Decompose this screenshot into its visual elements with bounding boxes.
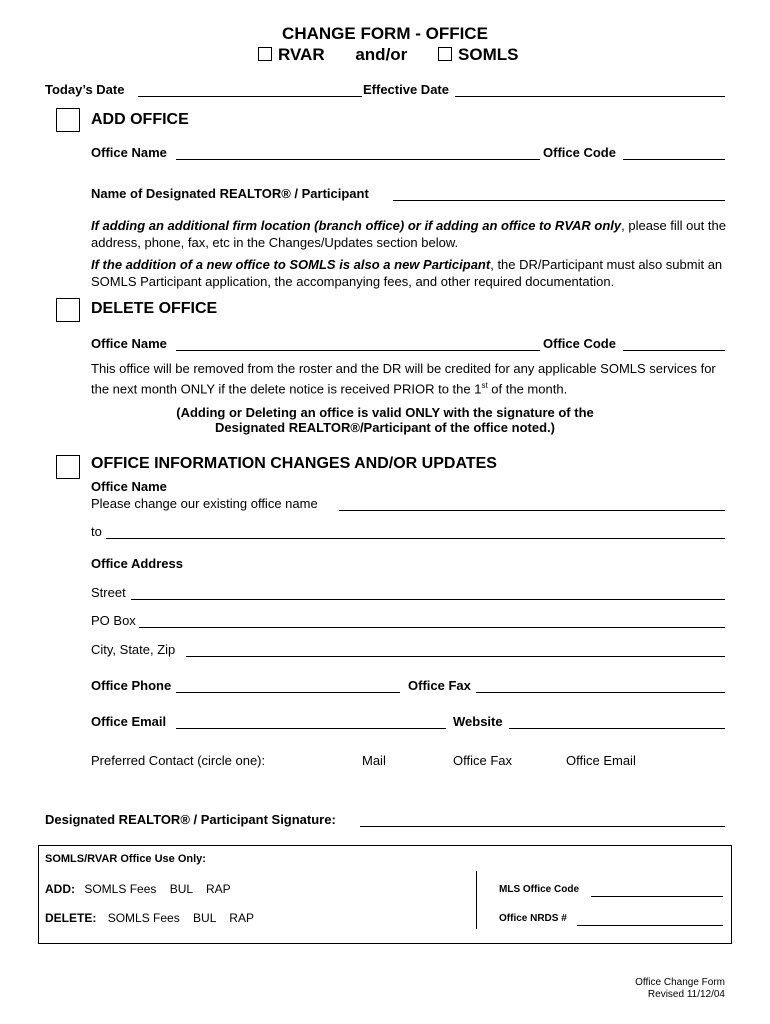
office-email-label: Office Email — [91, 714, 167, 729]
changes-heading: OFFICE INFORMATION CHANGES AND/OR UPDATES — [91, 455, 497, 472]
delete-office-name-field[interactable] — [176, 350, 540, 351]
office-phone-label: Office Phone — [91, 678, 172, 693]
somls-checkbox[interactable] — [438, 47, 452, 61]
add-office-instruction-2: If the addition of a new office to SOMLS is also a new Participant, the DR/Participant must also submit an SOMLS Participant application, the accompanying fees, and other required documentation. — [91, 257, 723, 289]
changes-checkbox[interactable] — [56, 455, 80, 479]
footer-revision: Revised 11/12/04 — [647, 989, 725, 1000]
preferred-contact-label: Preferred Contact (circle one): — [91, 753, 266, 768]
website-label: Website — [453, 714, 503, 729]
header-options — [258, 45, 518, 65]
effective-date-label: Effective Date — [363, 82, 449, 97]
office-email-field[interactable] — [176, 728, 446, 729]
changes-office-name-label: Office Name — [91, 479, 167, 494]
add-office-instruction-1: If adding an additional firm location (branch office) or if adding an office to RVAR only, please fill out the address, phone, fax, etc in the Changes/Updates section below. — [91, 218, 726, 250]
to-label: to — [91, 524, 102, 539]
delete-office-checkbox[interactable] — [56, 298, 80, 322]
city-state-zip-field[interactable] — [186, 656, 725, 657]
form-footer — [635, 977, 725, 1001]
office-use-box — [38, 845, 732, 944]
po-box-label: PO Box — [91, 613, 136, 628]
new-office-name-field[interactable] — [106, 538, 725, 539]
designated-realtor-label: Name of Designated REALTOR® / Participant — [91, 186, 369, 201]
signature-label: Designated REALTOR® / Participant Signature: — [45, 812, 336, 827]
delete-office-name-label: Office Name — [91, 336, 167, 351]
office-phone-field[interactable] — [176, 692, 400, 693]
todays-date-label: Today’s Date — [45, 82, 125, 97]
form-title: CHANGE FORM - OFFICE — [282, 24, 488, 43]
office-use-heading: SOMLS/RVAR Office Use Only: — [45, 853, 206, 865]
mls-office-code-field[interactable] — [591, 896, 723, 897]
add-office-name-field[interactable] — [176, 159, 540, 160]
todays-date-field[interactable] — [138, 96, 362, 97]
website-field[interactable] — [509, 728, 725, 729]
street-label: Street — [91, 585, 126, 600]
existing-office-name-field[interactable] — [339, 510, 725, 511]
add-office-checkbox[interactable] — [56, 108, 80, 132]
delete-office-instruction: This office will be removed from the roster and the DR will be credited for any applicable SOMLS services for the next month ONLY if the delete notice is received PRIOR to the 1st of the month. — [91, 361, 716, 397]
add-office-heading: ADD OFFICE — [91, 111, 189, 128]
office-use-delete-row: DELETE: SOMLS Fees BUL RAP — [45, 911, 254, 925]
city-state-zip-label: City, State, Zip — [91, 642, 176, 657]
po-box-field[interactable] — [139, 627, 725, 628]
contact-option-mail[interactable]: Mail — [362, 753, 386, 768]
office-fax-label: Office Fax — [408, 678, 471, 693]
office-fax-field[interactable] — [476, 692, 725, 693]
office-use-divider — [476, 871, 477, 929]
andor-label: and/or — [355, 45, 408, 64]
office-address-label: Office Address — [91, 556, 183, 571]
somls-label: SOMLS — [458, 45, 519, 64]
rvar-checkbox[interactable] — [258, 47, 272, 61]
street-field[interactable] — [131, 599, 725, 600]
add-office-code-field[interactable] — [623, 159, 725, 160]
effective-date-field[interactable] — [455, 96, 725, 97]
add-office-code-label: Office Code — [543, 145, 616, 160]
designated-realtor-field[interactable] — [393, 200, 725, 201]
change-name-label: Please change our existing office name — [91, 496, 318, 511]
contact-option-email[interactable]: Office Email — [566, 753, 636, 768]
mls-office-code-label: MLS Office Code — [499, 884, 580, 895]
add-office-name-label: Office Name — [91, 145, 167, 160]
delete-office-code-label: Office Code — [543, 336, 616, 351]
footer-form-name: Office Change Form — [635, 977, 725, 988]
signature-field[interactable] — [360, 826, 725, 827]
office-nrds-field[interactable] — [577, 925, 723, 926]
rvar-label: RVAR — [278, 45, 325, 64]
office-nrds-label: Office NRDS # — [499, 913, 567, 924]
validity-note: (Adding or Deleting an office is valid ONLY with the signature of the Designated REALTOR®/Participant of the office noted.) — [176, 405, 594, 435]
delete-office-heading: DELETE OFFICE — [91, 300, 218, 317]
delete-office-code-field[interactable] — [623, 350, 725, 351]
contact-option-fax[interactable]: Office Fax — [453, 753, 513, 768]
office-use-add-row: ADD: SOMLS Fees BUL RAP — [45, 882, 231, 896]
